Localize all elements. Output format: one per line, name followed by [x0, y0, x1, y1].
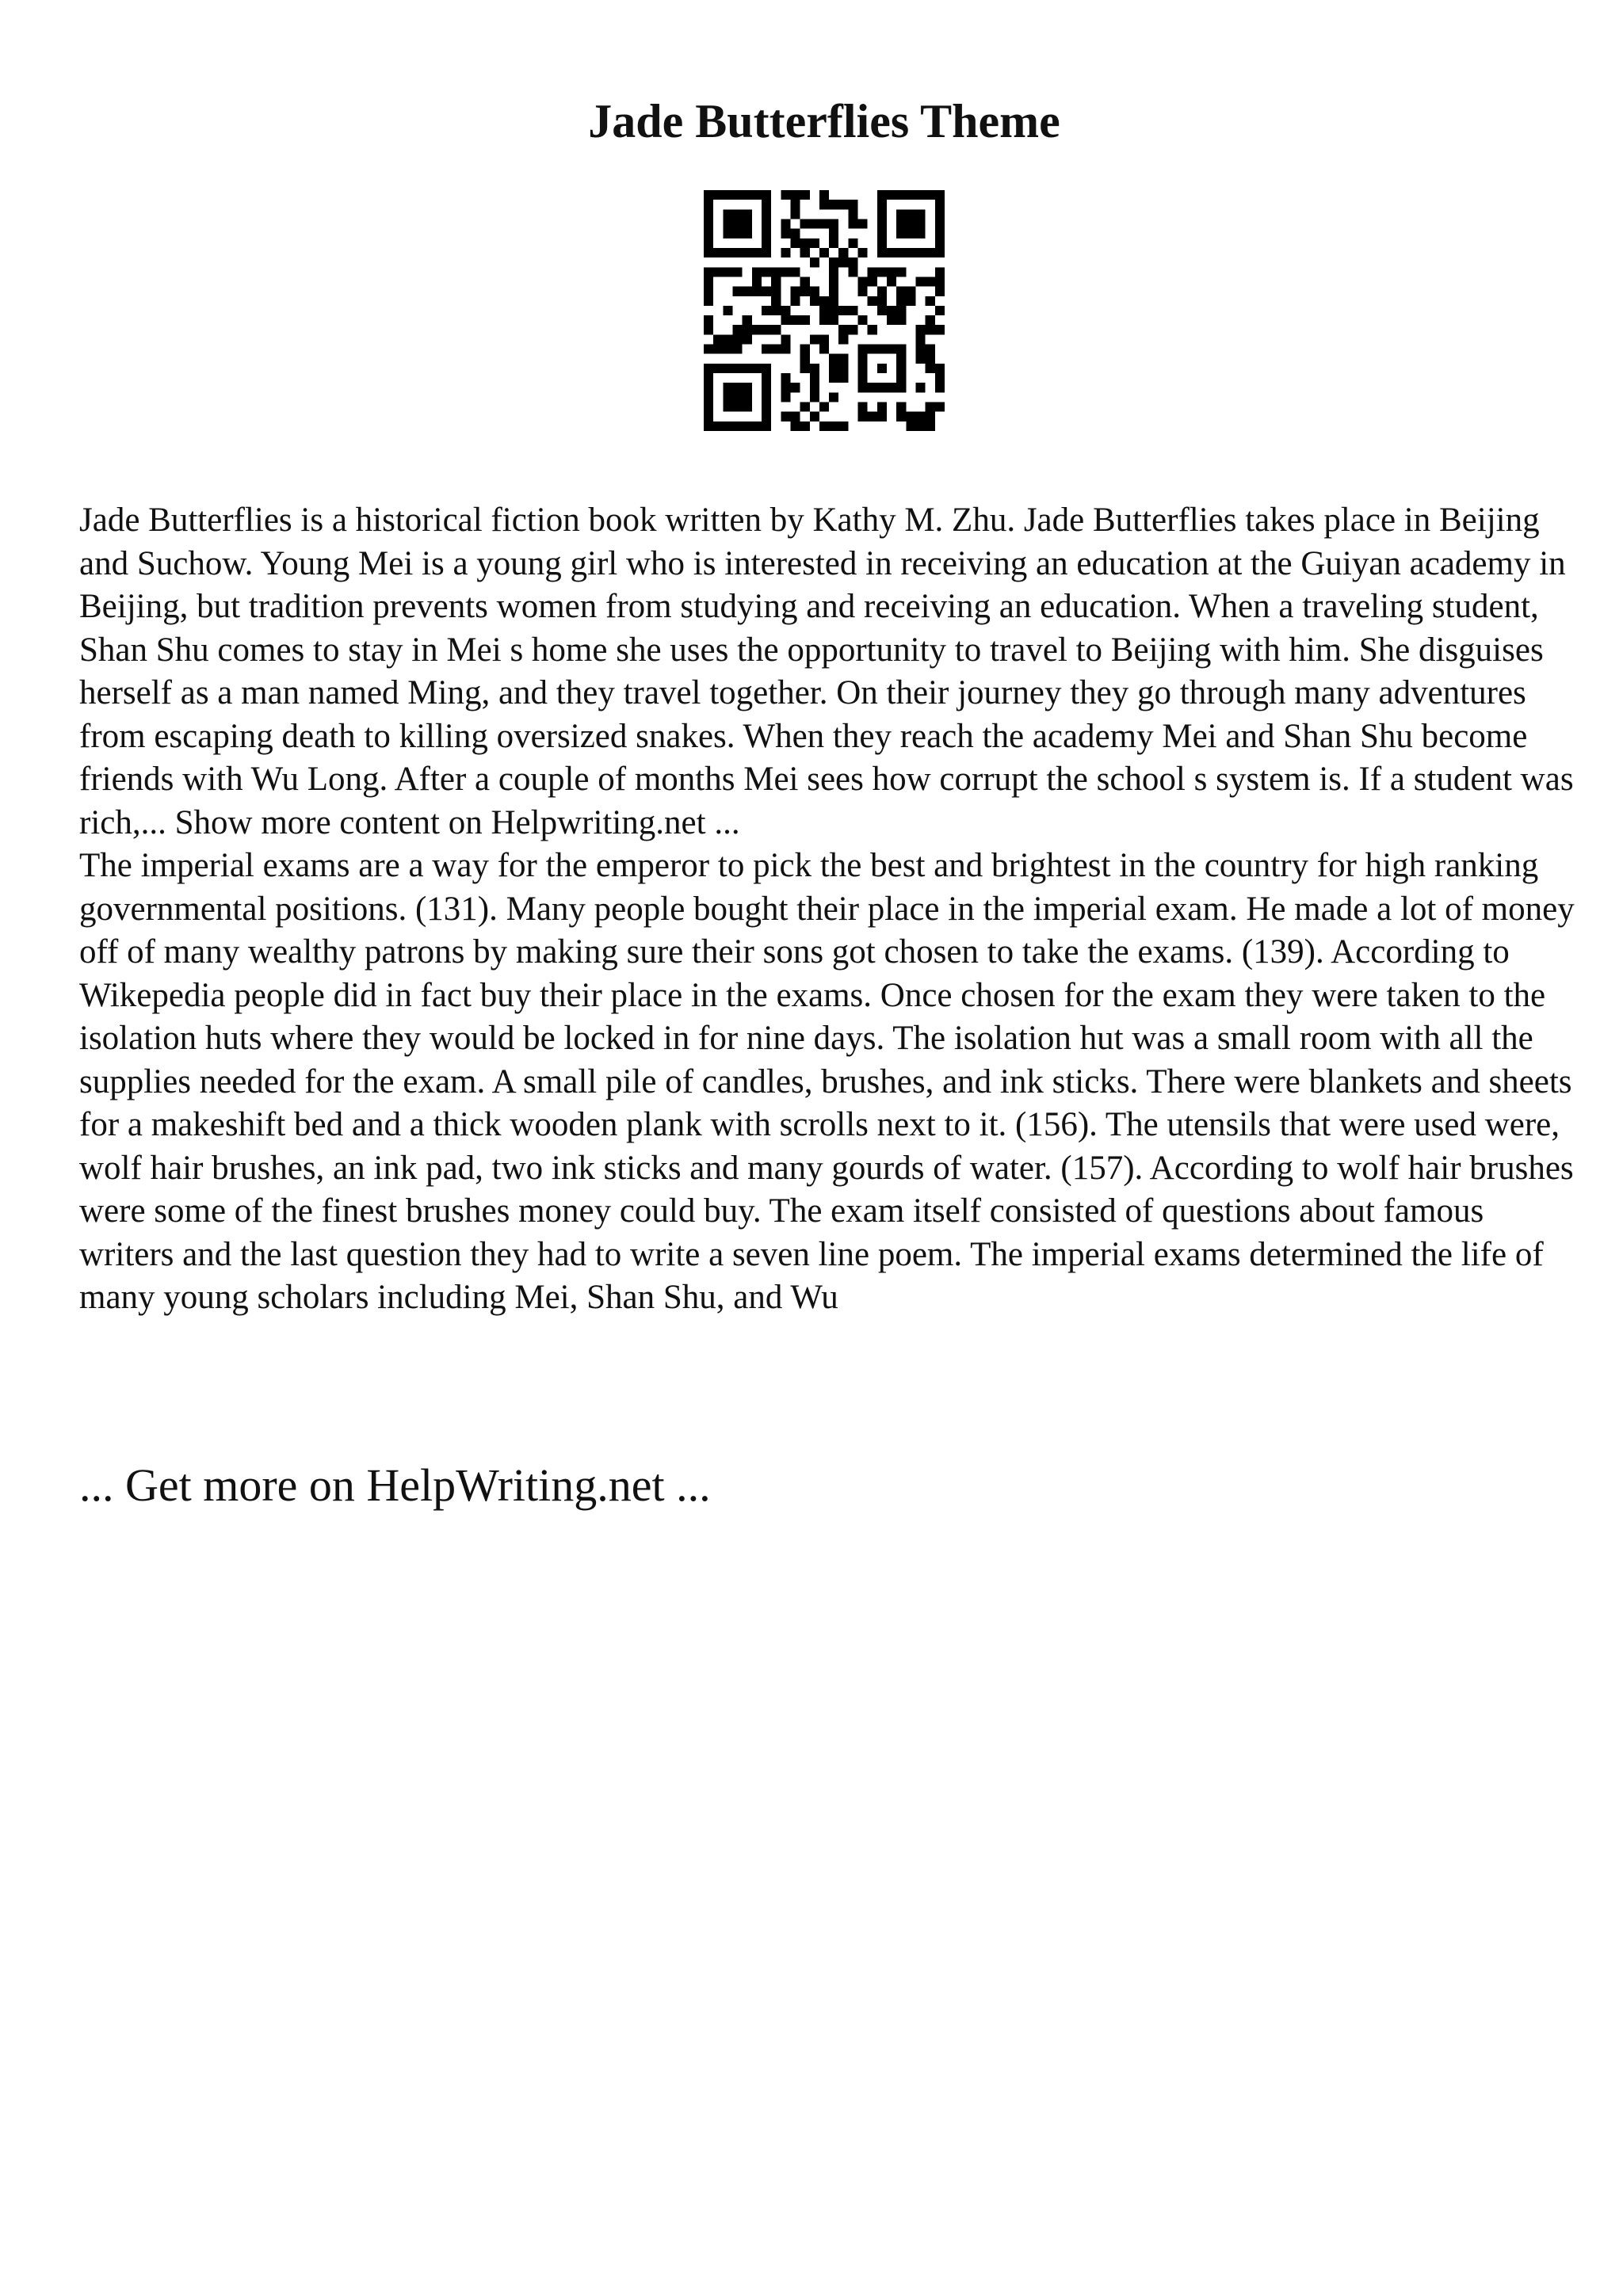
- page-title: Jade Butterflies Theme: [588, 95, 1060, 147]
- paragraph-imperial-exams: The imperial exams are a way for the emperor to pick the best and brightest in the country for high ranking governmental positions. (131). Many people bought their place in the imperial exam. He made a lot of money off of many wealthy patrons by making sure their sons got chosen to take the exams. (139). According to Wikepedia people did in fact buy their place in the exams. Once chosen for the exam they were taken to the isolation huts where they would be locked in for nine days. The isolation hut was a small room with all the supplies needed for the exam. A small pile of candles, brushes, and ink sticks. There were blankets and sheets for a makeshift bed and a thick wooden plank with scrolls next to it. (156). The utensils that were used were, wolf hair brushes, an ink pad, two ink sticks and many gourds of water. (157). According to wolf hair brushes were some of the finest brushes money could buy. The exam itself consisted of questions about famous writers and the last question they had to write a seven line poem. The imperial exams determined the life of many young scholars including Mei, Shan Shu, and Wu: [79, 847, 1575, 1316]
- get-more-link[interactable]: ... Get more on HelpWriting.net ...: [79, 1459, 711, 1511]
- article-body: [79, 499, 1577, 1320]
- paragraph-summary: Jade Butterflies is a historical fiction book written by Kathy M. Zhu. Jade Butterflies takes place in Beijing and Suchow. Young Mei is a young girl who is interested in receiving an education at the Guiyan academy in Beijing, but tradition prevents women from studying and receiving an education. When a traveling student, Shan Shu comes to stay in Mei s home she uses the opportunity to travel to Beijing with him. She disguises herself as a man named Ming, and they travel together. On their journey they go through many adventures from escaping death to killing oversized snakes. When they reach the academy Mei and Shan Shu become friends with Wu Long. After a couple of months Mei sees how corrupt the school s system is. If a student was rich,... Show more content on Helpwriting.net ...: [79, 502, 1574, 841]
- qr-code-icon: [704, 190, 945, 431]
